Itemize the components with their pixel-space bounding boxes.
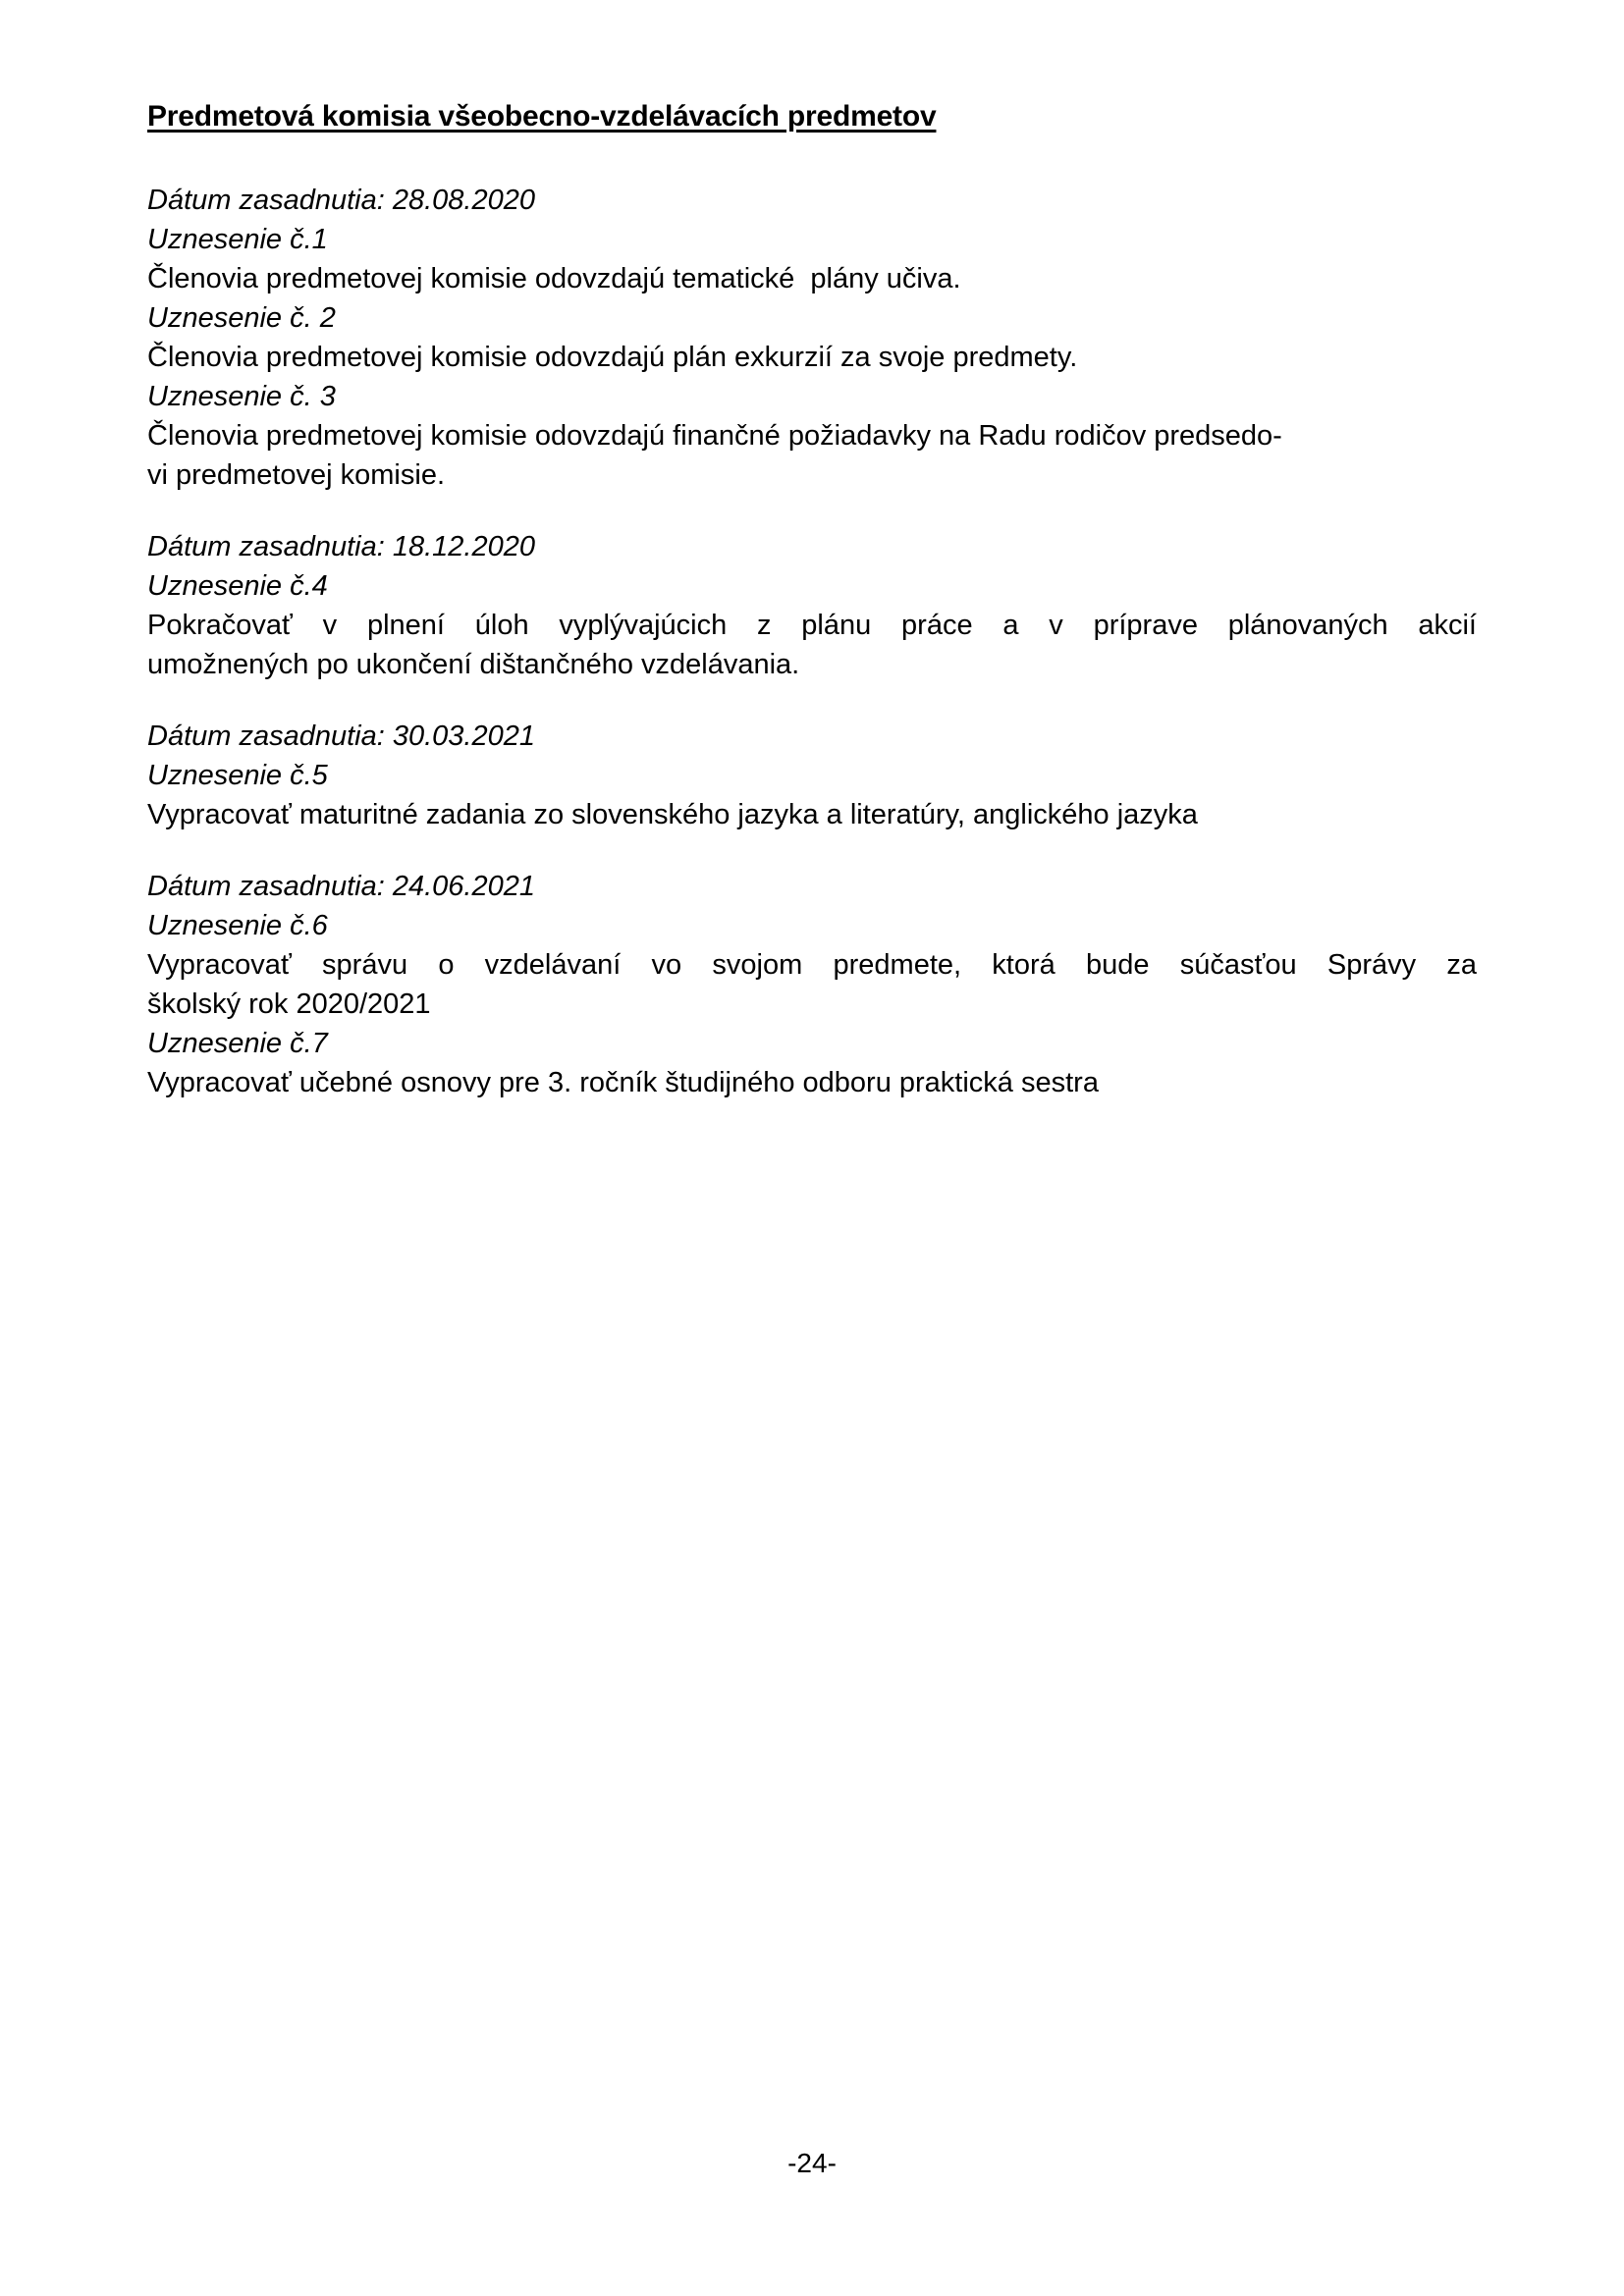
resolution-heading-2-1: Uznesenie č.4 <box>147 569 328 602</box>
resolution-text-1-1: Členovia predmetovej komisie odovzdajú tematické plány učiva. <box>147 262 961 294</box>
meeting-section-2 <box>147 527 1477 684</box>
meeting-date-4: Dátum zasadnutia: 24.06.2021 <box>147 870 535 902</box>
resolution-text-1-3-line-1: Členovia predmetovej komisie odovzdajú finančné požiadavky na Radu rodičov predsedo- <box>147 419 1282 452</box>
meeting-date-3: Dátum zasadnutia: 30.03.2021 <box>147 720 535 752</box>
resolution-text-1-2: Členovia predmetovej komisie odovzdajú plán exkurzií za svoje predmety. <box>147 341 1078 373</box>
resolution-text-4-1-line-2: školský rok 2020/2021 <box>147 988 431 1020</box>
page-title: Predmetová komisia všeobecno-vzdelávacích predmetov <box>147 100 937 133</box>
resolution-text-2-1-line-2: umožnených po ukončení dištančného vzdelávania. <box>147 648 800 680</box>
meeting-date-2: Dátum zasadnutia: 18.12.2020 <box>147 530 535 562</box>
section-spacer-1 <box>147 495 1477 527</box>
resolution-text-2-1-line-1: Pokračovať v plnení úloh vyplývajúcich z plánu práce a v príprave plánovaných akcií <box>147 609 1477 641</box>
meeting-section-3 <box>147 717 1477 834</box>
resolution-heading-1-2: Uznesenie č. 2 <box>147 301 336 334</box>
section-spacer-3 <box>147 834 1477 867</box>
meeting-section-4 <box>147 867 1477 1102</box>
page-number: -24- <box>787 2148 837 2179</box>
resolution-heading-3-1: Uznesenie č.5 <box>147 759 328 791</box>
title-spacer <box>147 135 1477 181</box>
resolution-text-1-3-line-2: vi predmetovej komisie. <box>147 458 445 491</box>
resolution-heading-1-3: Uznesenie č. 3 <box>147 380 336 412</box>
section-spacer-2 <box>147 684 1477 717</box>
resolution-text-3-1: Vypracovať maturitné zadania zo slovenského jazyka a literatúry, anglického jazyka <box>147 798 1198 830</box>
meeting-date-1: Dátum zasadnutia: 28.08.2020 <box>147 184 535 216</box>
resolution-text-4-1-line-1: Vypracovať správu o vzdelávaní vo svojom predmete, ktorá bude súčasťou Správy za <box>147 948 1477 981</box>
meeting-section-1 <box>147 181 1477 495</box>
resolution-heading-4-1: Uznesenie č.6 <box>147 909 328 941</box>
resolution-heading-4-2: Uznesenie č.7 <box>147 1027 328 1059</box>
resolution-text-4-2: Vypracovať učebné osnovy pre 3. ročník študijného odboru praktická sestra <box>147 1066 1099 1098</box>
resolution-heading-1-1: Uznesenie č.1 <box>147 223 328 255</box>
document-content <box>147 98 1477 1102</box>
